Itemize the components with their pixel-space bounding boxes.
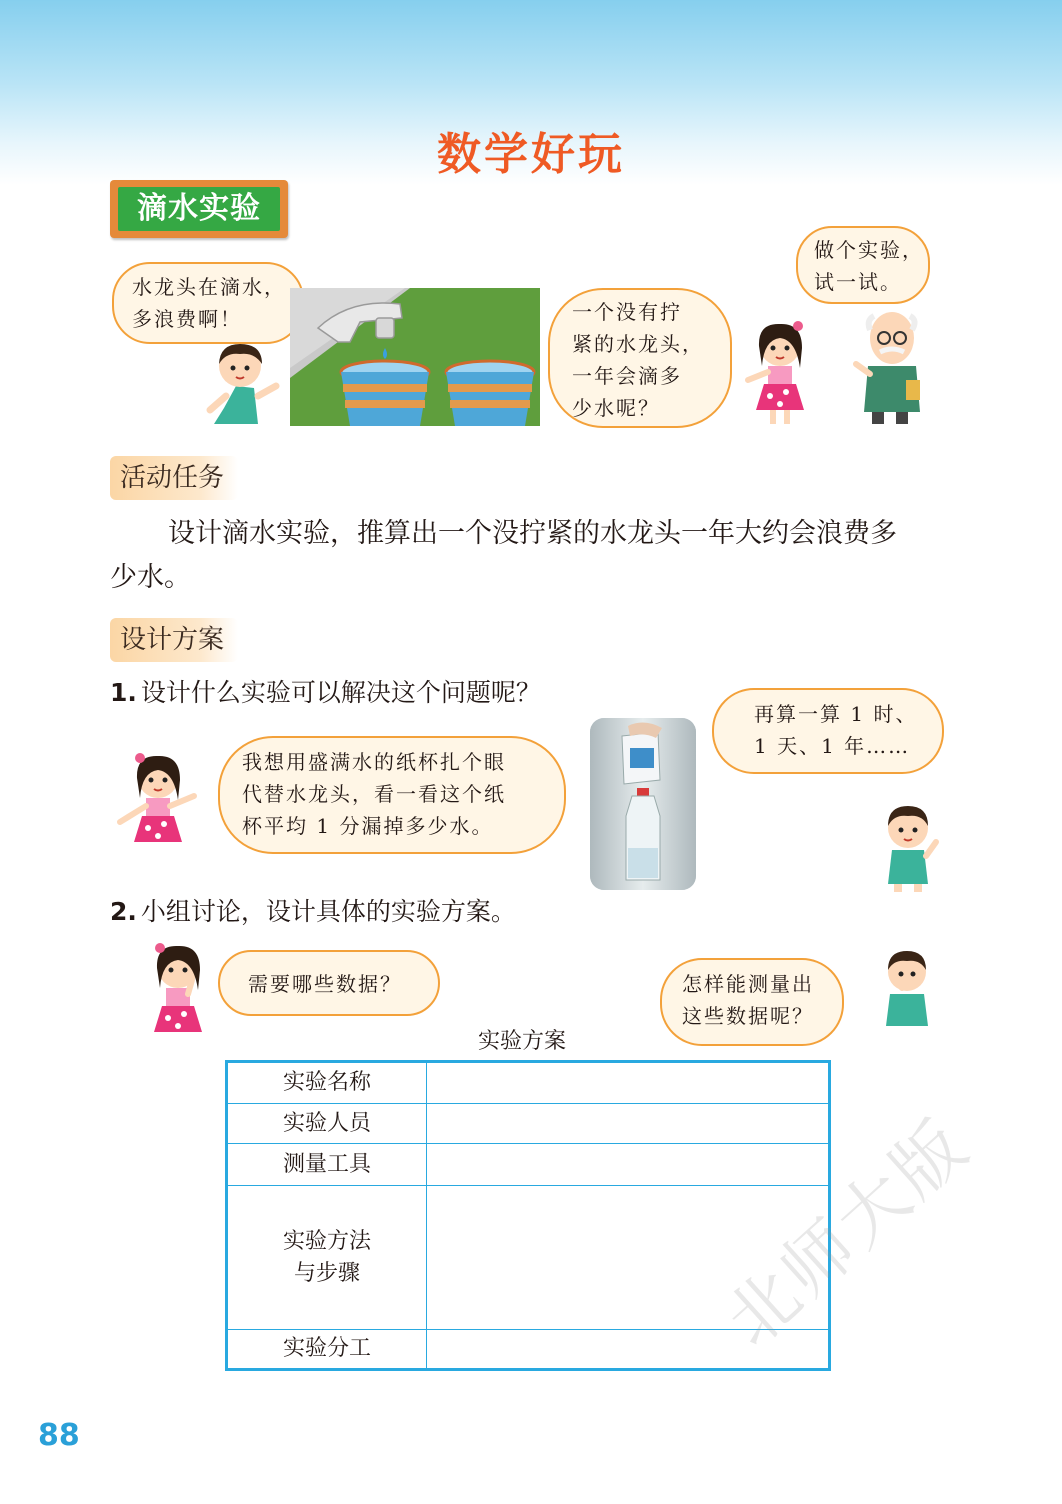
- row-label-line: 与步骤: [293, 1260, 360, 1286]
- girl-speech-bubble: [548, 288, 732, 428]
- boy-speech-bubble: [112, 262, 304, 344]
- boy-calculate-bubble: [712, 688, 944, 774]
- row-label-line: 实验方法: [282, 1228, 371, 1254]
- section-banner: [110, 180, 288, 238]
- row-input-cell[interactable]: [427, 1104, 830, 1144]
- row-input-cell[interactable]: [427, 1062, 830, 1104]
- question-text: 小组讨论，设计具体的实验方案。: [140, 897, 516, 926]
- girl-data-bubble: [218, 950, 440, 1016]
- boy-measure-bubble: [660, 958, 844, 1046]
- boy-character: [870, 798, 946, 894]
- page-title: 数学好玩: [437, 129, 625, 180]
- speech-line: 再算一算 1 时、: [754, 702, 918, 726]
- speech-line: 做个实验，: [814, 238, 924, 262]
- table-row: [227, 1330, 830, 1370]
- row-label: 测量工具: [227, 1144, 427, 1186]
- speech-line: 试一试。: [814, 270, 902, 294]
- activity-task-label: 活动任务: [110, 456, 238, 500]
- publisher-watermark: 北师大版: [710, 1103, 985, 1363]
- section-title: 滴水实验: [118, 187, 280, 231]
- row-label: 实验分工: [227, 1330, 427, 1370]
- page-number: 88: [38, 1418, 80, 1453]
- girl-character: [110, 750, 200, 856]
- table-row: [227, 1062, 830, 1104]
- row-input-cell[interactable]: [427, 1144, 830, 1186]
- task-paragraph: [110, 512, 960, 600]
- teacher-character: [850, 300, 928, 428]
- speech-line: 少水呢？: [572, 396, 660, 420]
- cup-bottle-photo: [590, 718, 696, 890]
- table-caption: 实验方案: [478, 1029, 567, 1054]
- design-plan-label: 设计方案: [110, 618, 238, 662]
- speech-line: 需要哪些数据？: [248, 972, 402, 996]
- boy-character: [876, 944, 938, 1028]
- question-text: 设计什么实验可以解决这个问题呢？: [140, 678, 541, 707]
- row-label: [227, 1186, 427, 1330]
- speech-line: 怎样能测量出: [682, 972, 814, 996]
- table-row: [227, 1104, 830, 1144]
- speech-line: 杯平均 1 分漏掉多少水。: [242, 814, 494, 838]
- girl-character: [740, 318, 820, 426]
- girl-experiment-bubble: [218, 736, 566, 854]
- table-row: [227, 1144, 830, 1186]
- question-number: 1.: [110, 678, 137, 707]
- task-line: 少水。: [110, 562, 191, 593]
- speech-line: 代替水龙头，看一看这个纸: [242, 782, 506, 806]
- row-label: 实验名称: [227, 1062, 427, 1104]
- speech-line: 一个没有拧: [572, 300, 682, 324]
- speech-line: 这些数据呢？: [682, 1004, 814, 1028]
- question-1: [110, 676, 541, 710]
- speech-line: 我想用盛满水的纸杯扎个眼: [242, 750, 506, 774]
- teacher-speech-bubble: [796, 226, 930, 304]
- speech-line: 1 天、1 年……: [754, 734, 911, 758]
- question-2: [110, 895, 516, 929]
- speech-line: 一年会滴多: [572, 364, 682, 388]
- speech-line: 紧的水龙头，: [572, 332, 704, 356]
- question-number: 2.: [110, 897, 137, 926]
- speech-line: 多浪费啊！: [132, 307, 242, 331]
- task-line: 设计滴水实验，推算出一个没拧紧的水龙头一年大约会浪费多: [168, 518, 897, 549]
- row-label: 实验人员: [227, 1104, 427, 1144]
- girl-character: [140, 940, 216, 1044]
- speech-line: 水龙头在滴水，: [132, 275, 286, 299]
- boy-character: [196, 336, 286, 430]
- dripping-faucet-illustration: [290, 288, 540, 426]
